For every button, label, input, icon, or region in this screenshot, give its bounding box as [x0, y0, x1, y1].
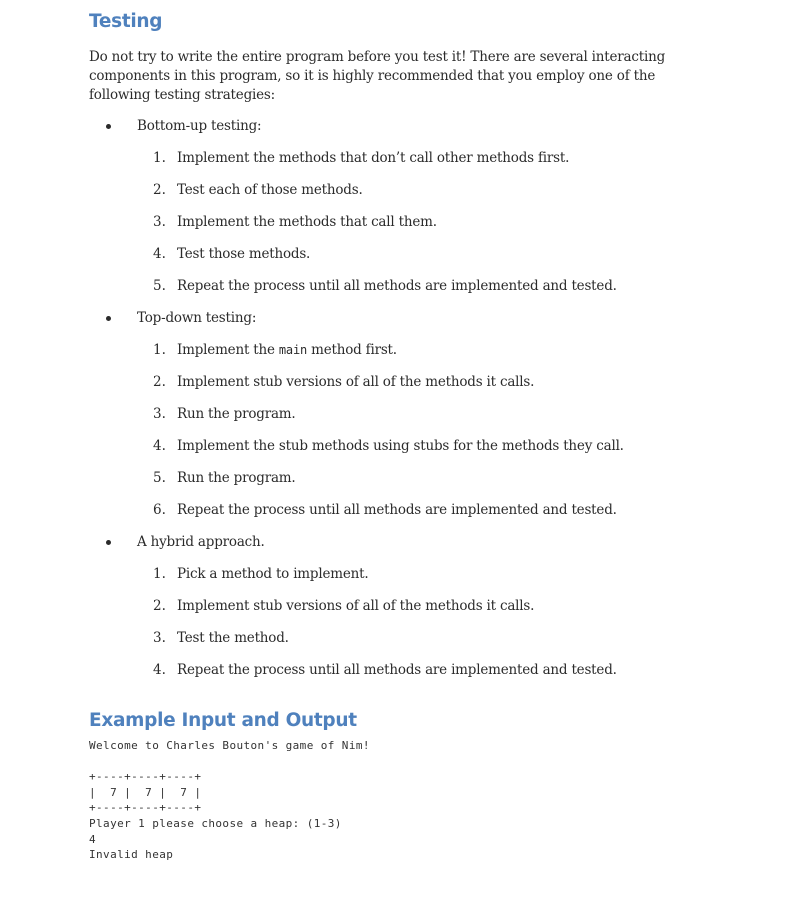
step-number: 2. — [153, 182, 166, 198]
step-text-prefix: Implement the — [177, 342, 279, 358]
step-text: Pick a method to implement. — [177, 566, 369, 582]
step-text: Test the method. — [177, 630, 289, 646]
step-number: 5. — [153, 470, 166, 486]
step-number: 3. — [153, 406, 166, 422]
example-heading: Example Input and Output — [89, 710, 357, 731]
console-line: Welcome to Charles Bouton's game of Nim! — [89, 739, 370, 752]
step-number: 2. — [153, 374, 166, 390]
console-line: +----+----+----+ — [89, 770, 202, 784]
step-text: Repeat the process until all methods are implemented and tested. — [177, 278, 617, 294]
step-number: 4. — [153, 246, 166, 262]
step-number: 5. — [153, 278, 166, 294]
console-line: | 7 | 7 | 7 | — [89, 785, 202, 799]
step-number: 3. — [153, 630, 166, 646]
bullet-icon — [106, 124, 111, 129]
step-text: Test each of those methods. — [177, 182, 363, 198]
console-line — [89, 754, 370, 770]
strategy-label-bottom-up: Bottom-up testing: — [137, 118, 262, 134]
console-line: +----+----+----+ — [89, 801, 202, 815]
step-number: 4. — [153, 662, 166, 678]
strategy-label-top-down: Top-down testing: — [137, 310, 257, 326]
step-text-suffix: method first. — [307, 342, 397, 358]
step-number: 3. — [153, 214, 166, 230]
step-text: Repeat the process until all methods are implemented and tested. — [177, 502, 617, 518]
step-text: Repeat the process until all methods are implemented and tested. — [177, 662, 617, 678]
step-number: 2. — [153, 598, 166, 614]
step-text: Implement the stub methods using stubs for the methods they call. — [177, 438, 624, 454]
console-output — [89, 738, 370, 863]
step-text: Implement the methods that call them. — [177, 214, 437, 230]
step-text: Test those methods. — [177, 246, 311, 262]
step-text-main-method — [177, 341, 397, 359]
step-text: Run the program. — [177, 470, 296, 486]
console-line: Invalid heap — [89, 848, 174, 862]
step-number: 1. — [153, 566, 166, 582]
bullet-icon — [106, 316, 111, 321]
console-line: Player 1 please choose a heap: (1-3) — [89, 816, 342, 830]
step-text: Implement the methods that don’t call other methods first. — [177, 150, 570, 166]
step-number: 4. — [153, 438, 166, 454]
step-text: Implement stub versions of all of the methods it calls. — [177, 598, 535, 614]
testing-intro-paragraph: Do not try to write the entire program before you test it! There are several interacting components in this program, so it is highly recommended that you employ one of the following testing strategies: — [89, 49, 666, 103]
testing-heading: Testing — [89, 11, 163, 32]
inline-code-main: main — [278, 343, 307, 357]
step-text: Run the program. — [177, 406, 296, 422]
step-number: 1. — [153, 342, 166, 358]
step-number: 6. — [153, 502, 166, 518]
step-text: Implement stub versions of all of the methods it calls. — [177, 374, 535, 390]
console-line: 4 — [89, 832, 97, 846]
bullet-icon — [106, 540, 111, 545]
strategy-label-hybrid: A hybrid approach. — [137, 534, 265, 550]
step-number: 1. — [153, 150, 166, 166]
